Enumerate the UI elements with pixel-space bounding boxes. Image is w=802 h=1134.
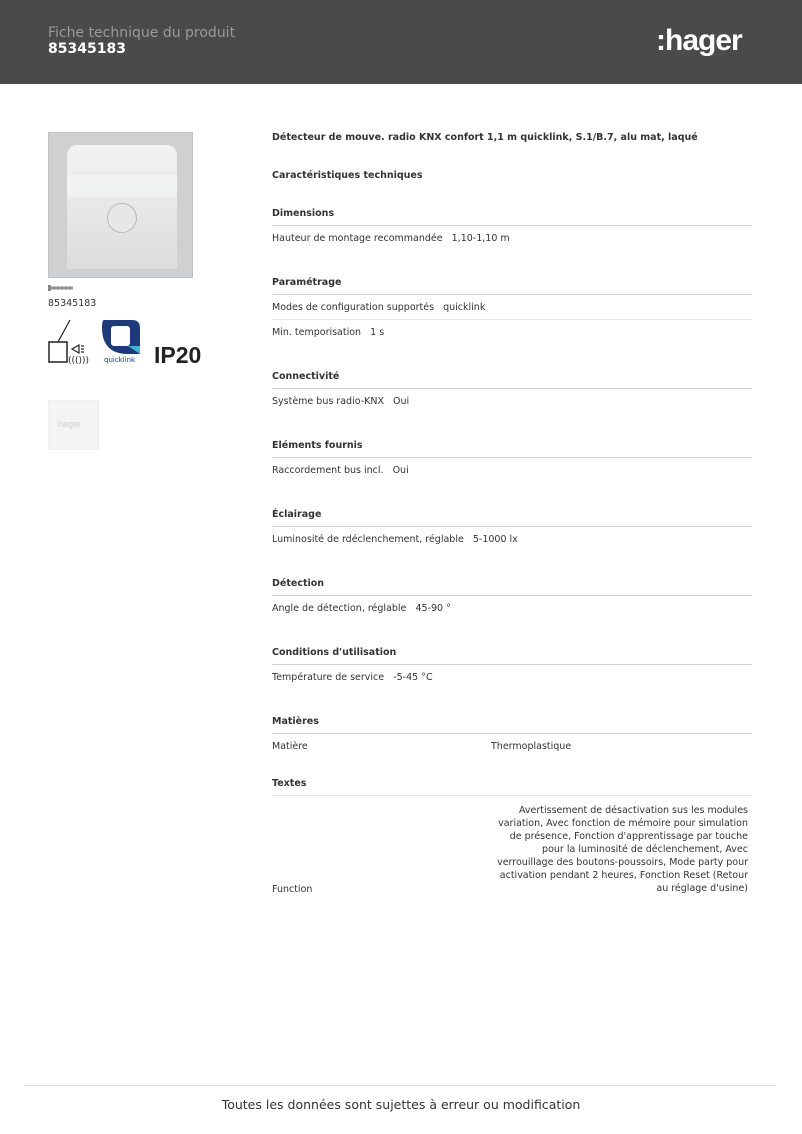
product-title: Détecteur de mouve. radio KNX confort 1,1 m quicklink, S.1/B.7, alu mat, laqué [272,132,698,143]
spec-row [272,527,752,551]
quicklink-label: quicklink [104,356,136,364]
spec-section [272,509,752,551]
spec-row [272,458,752,482]
screw-icon [48,284,74,292]
spec-text: Température de service -5-45 °C [272,672,433,683]
spec-row [272,596,752,620]
spec-row [272,665,752,689]
svg-text:((())): ((())) [68,356,90,366]
spec-row [272,226,752,250]
spec-section [272,277,752,344]
section-title: Connectivité [272,371,752,389]
product-image[interactable] [48,132,193,278]
spec-row [272,320,752,344]
spec-text: Modes de configuration supportés quicklink [272,302,486,313]
spec-section [272,208,752,250]
quicklink-logo-icon [102,320,140,354]
section-title: Paramétrage [272,277,752,295]
header-subtitle: Fiche technique du produit [48,25,236,41]
footer-disclaimer: Toutes les données sont sujettes à erreur ou modification [221,1097,581,1112]
spec-label: Function [272,884,313,895]
spec-row [272,389,752,413]
spec-value: Thermoplastique [491,741,572,752]
radio-sensor-icon [49,320,89,366]
section-title: Dimensions [272,208,752,226]
spec-text: Luminosité de rdéclenchement, réglable 5-1000 lx [272,534,518,545]
spec-value: Avertissement de désactivation sus les modules variation, Avec fonction de mémoire pour simulation de présence, Fonction d'apprentissage par touche pour la luminosité de déclenchement, Avec verrouillage des boutons-poussoirs, Mode party pour activation pendant 2 heures, Fonction Reset (Retour au réglage d'usine) [497,805,748,894]
section-title: Éclairage [272,509,752,527]
footer-divider [24,1085,776,1086]
spec-section [272,371,752,413]
section-title: Détection [272,578,752,596]
spec-label: Matière [272,741,308,752]
spec-text: Angle de détection, réglable 45-90 ° [272,603,451,614]
ip-rating: IP20 [154,342,202,368]
detector-sensor [107,203,137,233]
spec-row [272,295,752,320]
section-matieres [272,716,752,758]
spec-text: Hauteur de montage recommandée 1,10-1,10 m [272,233,510,244]
detector-lens-band [67,175,177,197]
section-title: Matières [272,716,752,734]
header-product-number: 85345183 [48,41,126,57]
thumbnail-logo: hager [58,419,82,429]
page-header [0,0,802,84]
spec-section [272,578,752,620]
spec-sections [272,208,752,689]
spec-text: Raccordement bus incl. Oui [272,465,409,476]
section-title: Conditions d'utilisation [272,647,752,665]
section-title: Eléments fournis [272,440,752,458]
hager-logo: :hager [656,24,742,57]
spec-row [272,796,752,895]
characteristics-title: Caractéristiques techniques [272,170,423,181]
detector-body [67,145,177,269]
section-textes [272,778,752,895]
spec-section [272,440,752,482]
spec-content [272,132,752,895]
thumbnail[interactable] [48,400,99,450]
spec-section [272,647,752,689]
spec-text: Min. temporisation 1 s [272,327,385,338]
spec-row [272,734,752,758]
product-media-column [48,132,248,429]
article-number: 85345183 [48,298,97,309]
spec-text: Système bus radio-KNX Oui [272,396,410,407]
section-title: Textes [272,778,752,796]
